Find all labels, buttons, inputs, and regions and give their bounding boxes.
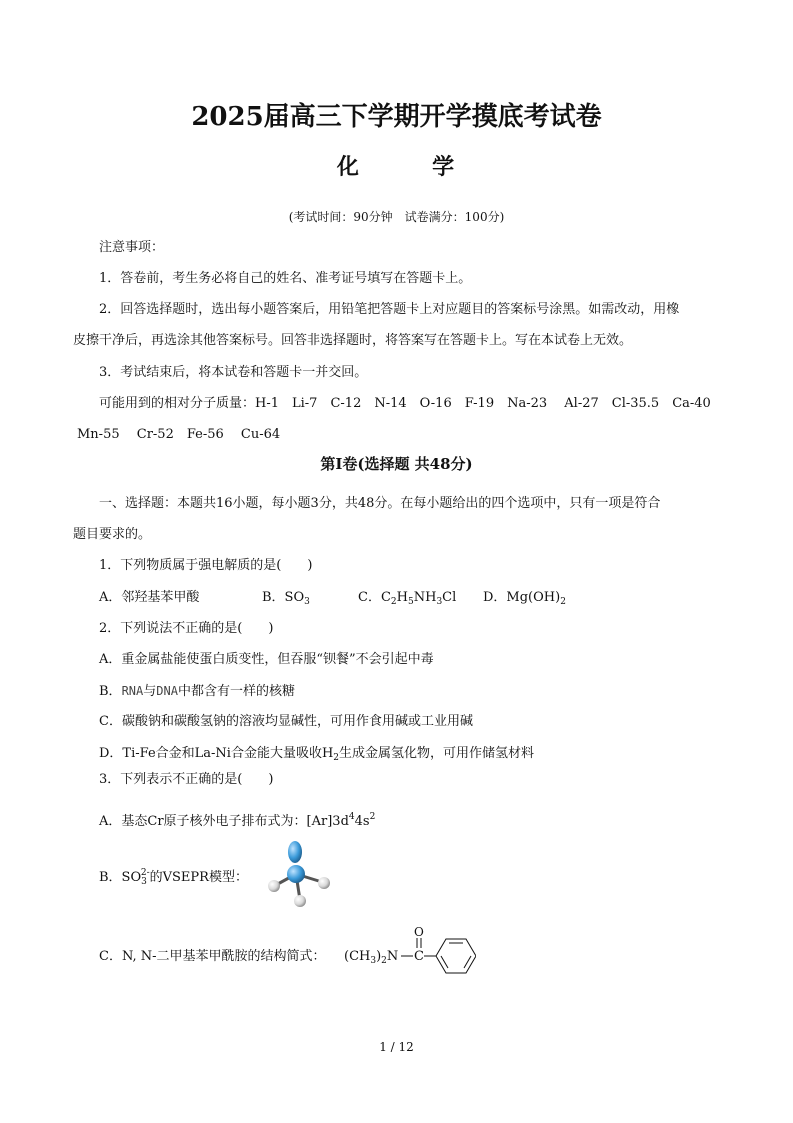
relative-masses-1: 可能用到的相对分子质量：H-1 Li-7 C-12 N-14 O-16 F-19 Na-23 Al-27 Cl-35.5 Ca-40 xyxy=(99,396,711,411)
exam-info: (考试时间：90分钟 试卷满分：100分) xyxy=(288,210,505,224)
q2-option-d: D．Ti-Fe合金和La-Ni合金能大量吸收$H_2$生成金属氢化物，可用作储氢材料 xyxy=(99,746,535,763)
q1-stem: 1．下列物质属于强电解质的是( ) xyxy=(99,558,313,573)
svg-text:(CH3)2N: $(CH_3)_2N$ xyxy=(344,949,399,966)
benzene-ring xyxy=(436,939,476,973)
subject-title xyxy=(0,154,793,180)
q2-stem: 2．下列说法不正确的是( ) xyxy=(99,621,274,636)
q1-option-c: C．$C_2H_5NH_3Cl$ xyxy=(358,590,457,607)
q2-option-b: B．RNA与DNA中都含有一样的核糖 xyxy=(99,684,295,699)
instructions-1: 一、选择题：本题共16小题，每小题3分，共48分。在每小题给出的四个选项中，只有一项是符合 xyxy=(99,496,661,511)
ligand-atom xyxy=(318,877,330,889)
structural-formula xyxy=(344,924,476,984)
ligand-atom xyxy=(294,895,306,907)
instructions-2: 题目要求的。 xyxy=(73,527,152,542)
q3-stem: 3．下列表示不正确的是( ) xyxy=(99,772,274,787)
note-2-cont: 皮擦干净后，再选涂其他答案标号。回答非选择题时，将答案写在答题卡上。写在本试卷上无效。 xyxy=(73,333,633,348)
svg-text:C: C xyxy=(414,949,424,964)
central-atom xyxy=(287,865,305,883)
page-number: 1 / 12 xyxy=(379,1040,414,1054)
ligand-atom xyxy=(268,880,280,892)
note-1: 1．答卷前，考生务必将自己的姓名、准考证号填写在答题卡上。 xyxy=(99,271,472,286)
section-title: 第Ⅰ卷(选择题 共48分) xyxy=(320,455,473,473)
q3-option-a: A．基态Cr原子核外电子排布式为：$[Ar]3d^44s^2$ xyxy=(99,812,376,829)
page-title: 2025届高三下学期开学摸底考试卷 xyxy=(191,102,602,132)
lone-pair-lobe xyxy=(288,841,302,863)
q2-option-c: C．碳酸钠和碳酸氢钠的溶液均显碱性，可用作食用碱或工业用碱 xyxy=(99,714,473,729)
q3-option-c: C．N, N-二甲基苯甲酰胺的结构简式： xyxy=(99,949,326,964)
note-3: 3．考试结束后，将本试卷和答题卡一并交回。 xyxy=(99,365,368,380)
q1-option-d: D．$Mg(OH)_2$ xyxy=(483,590,566,607)
vsepr-model-image xyxy=(262,838,338,910)
note-2: 2．回答选择题时，选出每小题答案后，用铅笔把答题卡上对应题目的答案标号涂黑。如需改动，用橡 xyxy=(99,302,680,317)
q1-option-b: B．$SO_3$ xyxy=(262,590,310,607)
q2-option-a: A．重金属盐能使蛋白质变性，但吞服“钡餐”不会引起中毒 xyxy=(99,652,434,667)
q1-option-a: A．邻羟基苯甲酸 xyxy=(99,590,200,605)
subject-char-1: 化 xyxy=(336,154,361,180)
subject-char-2: 学 xyxy=(432,154,457,180)
relative-masses-2: Mn-55 Cr-52 Fe-56 Cu-64 xyxy=(77,427,281,442)
notes-heading: 注意事项： xyxy=(99,240,165,255)
svg-text:O: O xyxy=(414,925,424,939)
q3-option-b: B．$SO_3^{2-}$的VSEPR模型： xyxy=(99,868,248,887)
